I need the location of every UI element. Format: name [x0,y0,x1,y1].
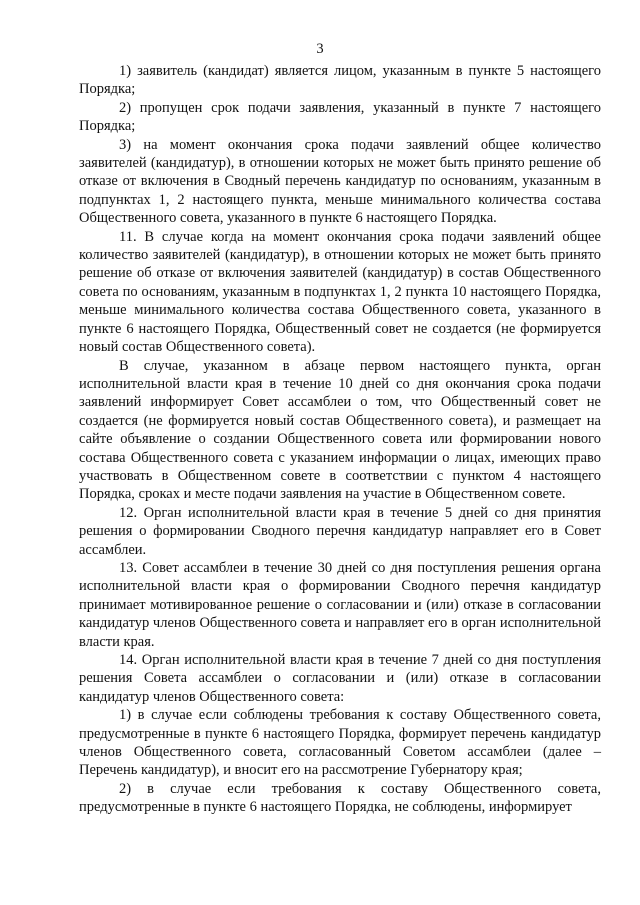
page-number: 3 [316,41,324,57]
document-body [79,62,601,817]
paragraph-item-3: 3) на момент окончания срока подачи заявлений общее количество заявителей (кандидатур), в отношении которых не может быть принято решение об отказе от включения в Сводный перечень кандидатур по основаниям, указанным в подпунктах 1, 2 настоящего пункта, меньше минимального количества состава Общественного совета, указанного в пункте 6 настоящего Порядка. [79,136,601,227]
paragraph-clause-14-item-1: 1) в случае если соблюдены требования к составу Общественного совета, предусмотренные в пункте 6 настоящего Порядка, формирует перечень кандидатур членов Общественного совета, согласованный Советом ассамблеи (далее – Перечень кандидатур), и вносит его на рассмотрение Губернатору края; [79,707,601,779]
paragraph-clause-11-second: В случае, указанном в абзаце первом настоящего пункта, орган исполнительной власти края в течение 10 дней со дня окончания срока подачи заявлений информирует Совет ассамблеи о том, что Общественный совет не создается (не формируется новый состав Общественного совета), и размещает на сайте объявление о создании Общественного совета или формировании нового состава Общественного совета с указанием информации о лицах, имеющих право участвовать в Общественном совете в соответствии с пунктом 4 настоящего Порядка, сроках и месте подачи заявления на участие в Общественном совете. [79,357,601,503]
paragraph-item-1: 1) заявитель (кандидат) является лицом, указанным в пункте 5 настоящего Порядка; [79,63,601,98]
paragraph-item-2: 2) пропущен срок подачи заявления, указанный в пункте 7 настоящего Порядка; [79,99,601,135]
paragraph-clause-11: 11. В случае когда на момент окончания срока подачи заявлений общее количество заявителей (кандидатур), в отношении которых не может быть принято решение об отказе от включения заявителей (кандидатур) в состав Общественного совета по основаниям, указанным в подпунктах 1, 2 пункта 10 настоящего Порядка, меньше минимального количества состава Общественного совета, указанного в пункте 6 настоящего Порядка, Общественный совет не создается (не формируется новый состав Общественного совета). [79,228,601,356]
paragraph-clause-12: 12. Орган исполнительной власти края в течение 5 дней со дня принятия решения о формировании Сводного перечня кандидатур направляет его в Совет ассамблеи. [79,504,601,558]
paragraph-clause-13: 13. Совет ассамблеи в течение 30 дней со дня поступления решения органа исполнительной власти края о формировании Сводного перечня кандидатур принимает мотивированное решение о согласовании и (или) отказе в согласовании кандидатур членов Общественного совета и направляет его в орган исполнительной власти края. [79,559,601,650]
paragraph-clause-14: 14. Орган исполнительной власти края в течение 7 дней со дня поступления решения Совета ассамблеи о согласовании и (или) отказе в согласовании кандидатур членов Общественного совета: [79,652,601,705]
paragraph-clause-14-item-2: 2) в случае если требования к составу Общественного совета, предусмотренные в пункте 6 настоящего Порядка, не соблюдены, информирует [79,780,601,816]
